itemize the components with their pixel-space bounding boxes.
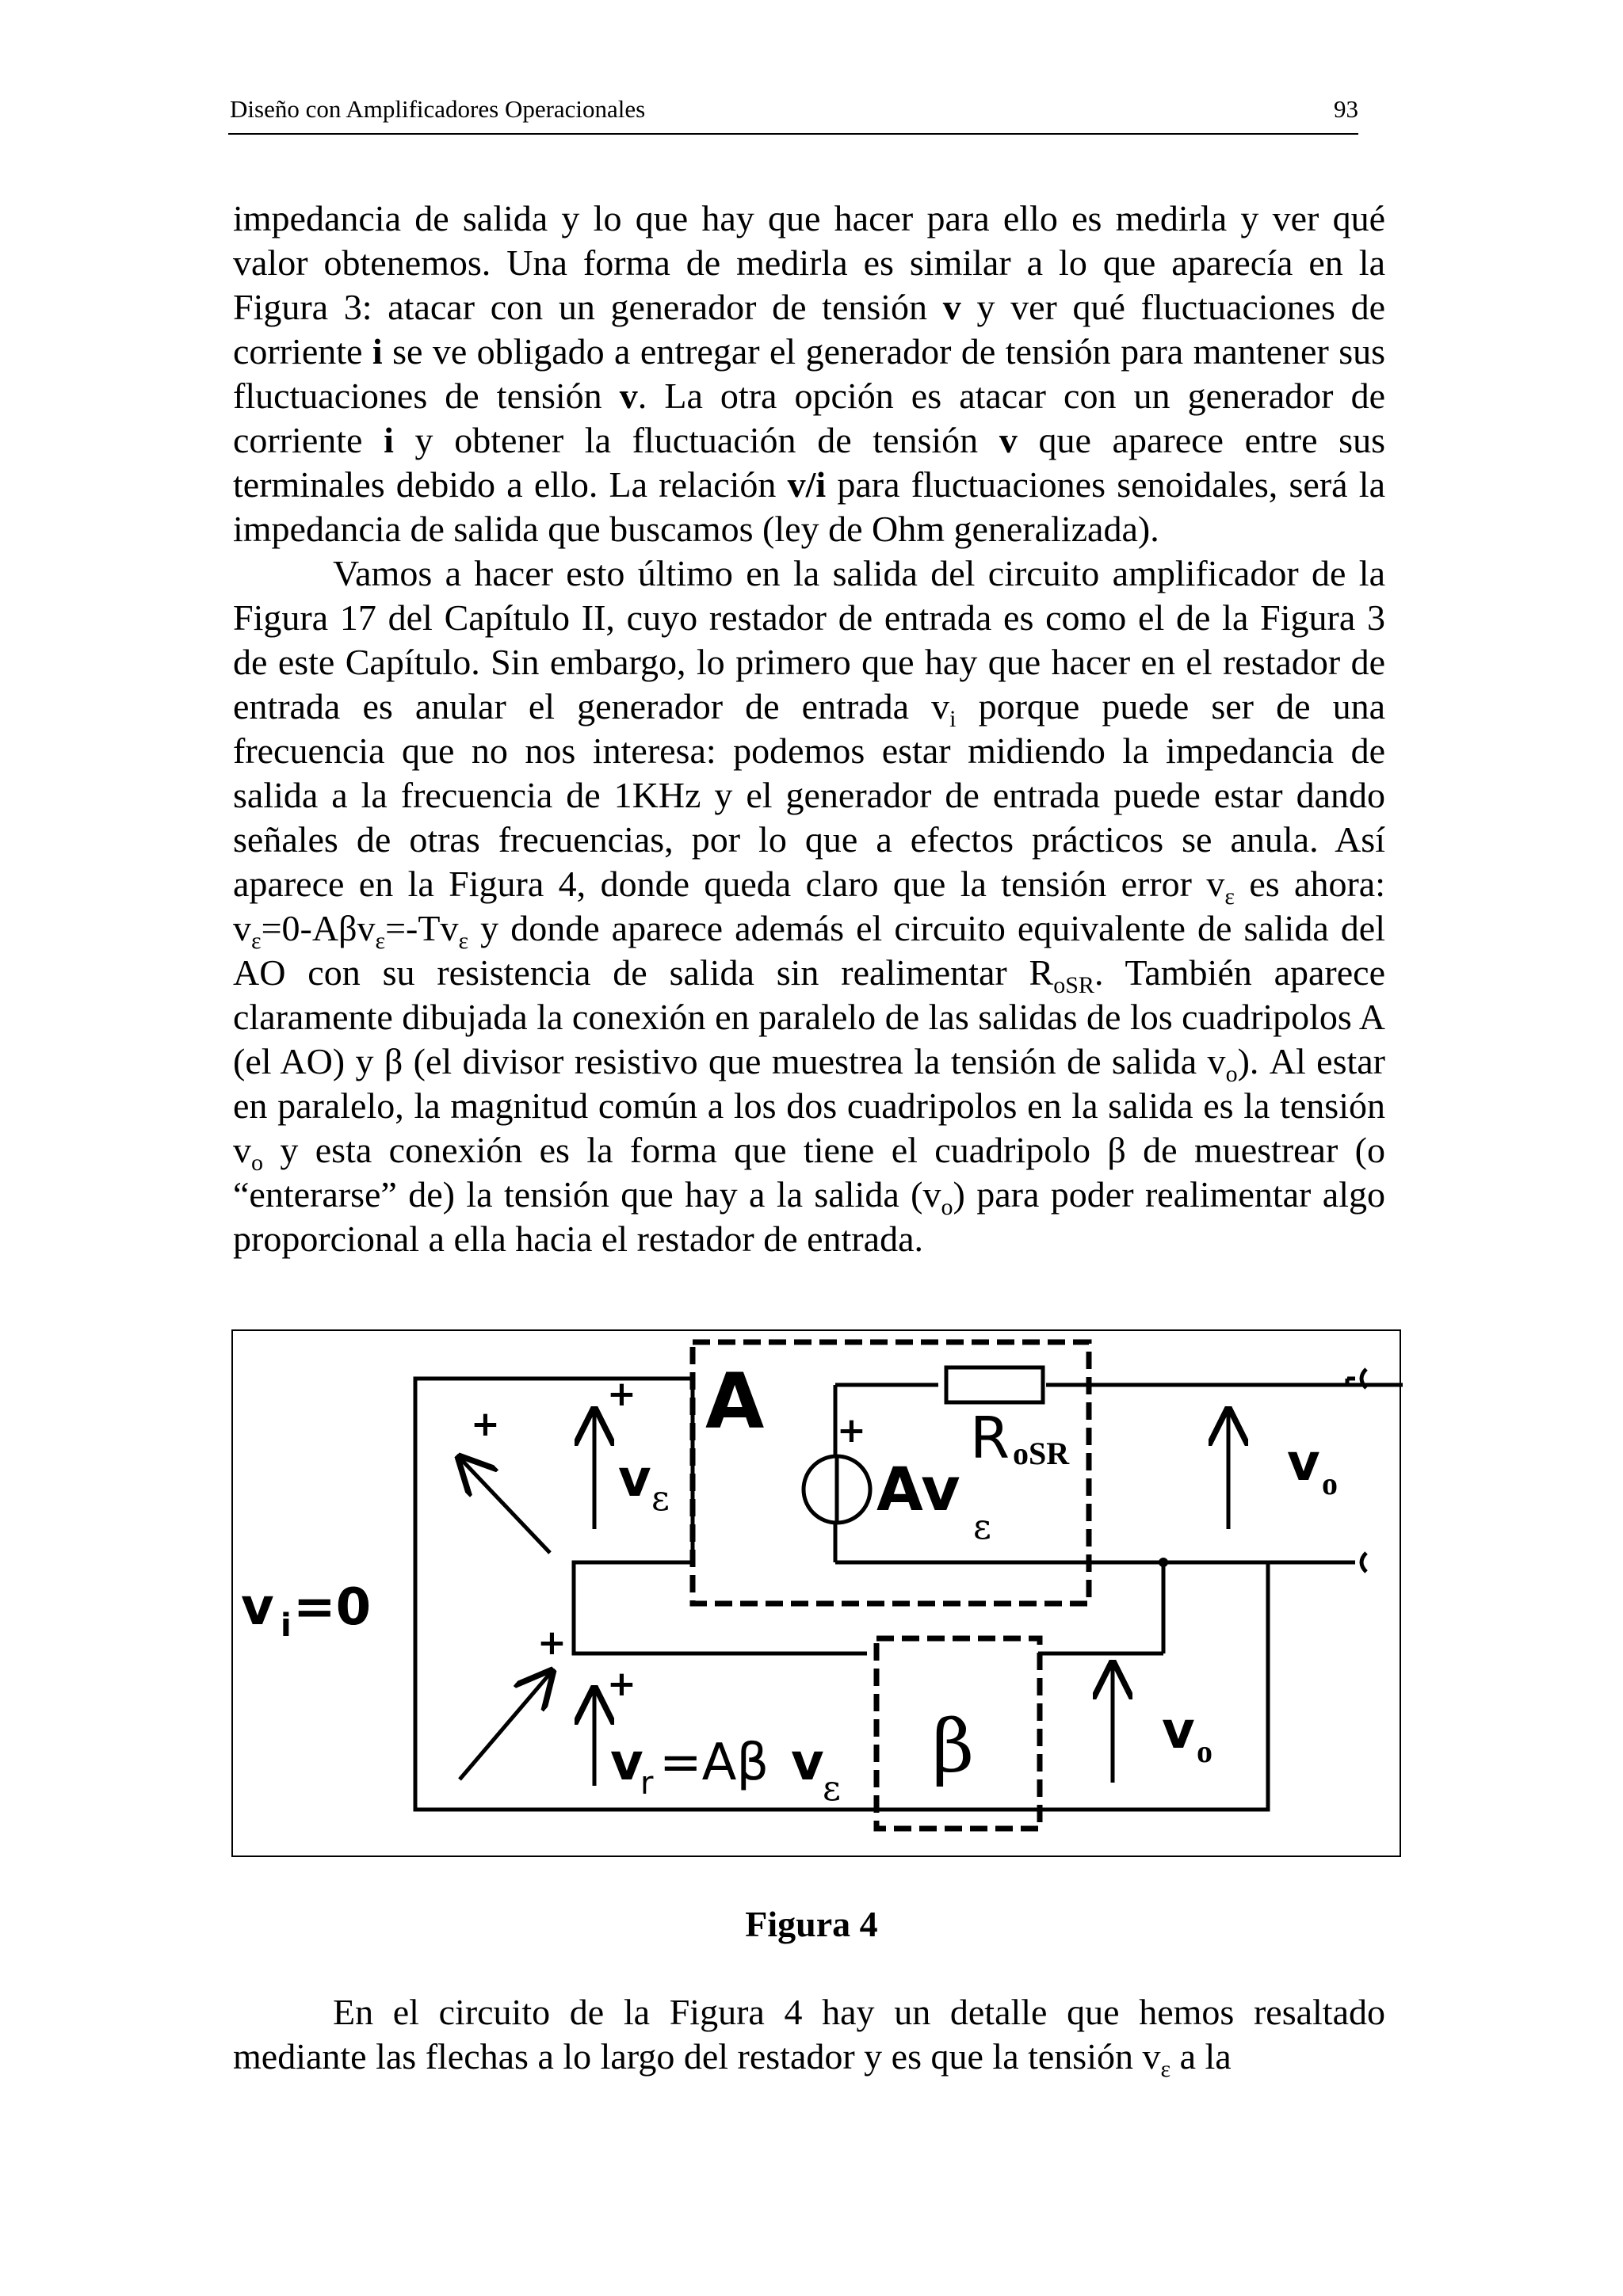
text-run: y esta conexión es la forma que tiene el cuadripolo β de muestrear (o “enterarse” de) la tensión que hay a la salida (v <box>233 1130 1385 1215</box>
bold-run: v/i <box>787 464 827 505</box>
text-run: ) para poder realimentar algo proporcional a ella hacia el restador de entrada. <box>233 1174 1385 1259</box>
label-ve-v: v <box>618 1450 651 1508</box>
text-run: impedancia de salida y lo que hay que hacer para ello es medirla y ver qué valor obtenemos. Una forma de medirla es similar a lo que aparecía en la Figura 3: atacar con un generador de tensión <box>233 198 1385 327</box>
plus-sign: + <box>537 1623 567 1663</box>
text-run: En el circuito de la Figura 4 hay un detalle que hemos resaltado mediante las flechas a lo largo del restador y es que la tensión v <box>233 1992 1385 2077</box>
label-R-sub: oSR <box>1013 1436 1070 1471</box>
text-run: porque puede ser de una frecuencia que no nos interesa: podemos estar midiendo la impedancia de salida a la frecuencia de 1KHz y el generador de entrada puede estar dando señales de otras frecuencias, por lo que a efectos prácticos se anula. Así aparece en la Figura 4, donde queda claro que la tensión error v <box>233 686 1386 904</box>
label-R: R <box>970 1405 1010 1471</box>
label-vr-eq: =Aβ <box>659 1733 769 1792</box>
text-run: =0-Aβv <box>261 908 376 948</box>
bold-run: v <box>619 376 638 416</box>
text-run: ). Al estar en paralelo, la magnitud común a los dos cuadripolos en la salida es la tensión v <box>233 1041 1385 1170</box>
page-header <box>228 93 1358 135</box>
subscript-run: ε <box>1160 2056 1171 2083</box>
circuit-diagram <box>233 1331 1403 1859</box>
label-vi-v: v <box>241 1578 274 1637</box>
plus-sign: + <box>607 1374 636 1414</box>
running-title: Diseño con Amplificadores Operacionales <box>230 95 646 123</box>
subscript-run: o <box>941 1194 953 1221</box>
text-run: . La otra opción es atacar con un generador de corriente <box>233 376 1385 460</box>
label-Av-sub: ε <box>973 1507 991 1547</box>
text-run: y ver qué fluctuaciones de corriente <box>233 287 1385 372</box>
text-run: para fluctuaciones senoidales, será la impedancia de salida que buscamos (ley de Ohm generalizada). <box>233 464 1385 549</box>
plus-sign: + <box>837 1410 866 1451</box>
label-vr-v: v <box>610 1733 643 1792</box>
label-vi-rest: =0 <box>293 1578 372 1637</box>
text-run: y obtener la fluctuación de tensión <box>393 420 999 460</box>
paragraph-3 <box>233 1990 1385 2083</box>
plus-sign: + <box>471 1404 500 1444</box>
subscript-run: o <box>251 1150 263 1177</box>
circuit-wires <box>415 1379 1403 1810</box>
plus-sign: + <box>607 1664 636 1704</box>
label-vo-top-v: v <box>1287 1434 1320 1493</box>
label-vi-sub: i <box>281 1608 292 1644</box>
text-run: y donde aparece además el circuito equivalente de salida del AO con su resistencia de salida sin realimentar R <box>233 908 1385 993</box>
subscript-run: ε <box>458 928 469 955</box>
resistor-RoSR <box>946 1367 1043 1402</box>
label-vr-sub: r <box>640 1765 654 1802</box>
text-run: es ahora: v <box>233 864 1385 948</box>
subscript-run: oSR <box>1053 972 1094 999</box>
figure-caption: Figura 4 <box>745 1904 878 1944</box>
label-vr-v2: v <box>791 1733 824 1792</box>
bold-run: v <box>999 420 1018 460</box>
label-Av: Av <box>876 1454 960 1524</box>
label-beta: β <box>932 1704 975 1789</box>
text-run: . También aparece claramente dibujada la conexión en paralelo de las salidas de los cuadripolos A (el AO) y β (el divisor resistivo que muestrea la tensión de salida v <box>233 952 1386 1081</box>
bold-run: i <box>372 331 383 372</box>
paragraph-2 <box>233 551 1385 1261</box>
subscript-run: ε <box>251 928 262 955</box>
text-run: a la <box>1170 2036 1232 2077</box>
label-block-A: A <box>705 1357 765 1446</box>
page-number: 93 <box>1334 95 1358 123</box>
figure-4 <box>231 1329 1401 1857</box>
text-run: que aparece entre sus terminales debido a ello. La relación <box>233 420 1385 505</box>
label-vo-bottom-sub: o <box>1197 1733 1212 1769</box>
subscript-run: ε <box>1224 883 1235 910</box>
subscript-run: ε <box>375 928 386 955</box>
label-vo-bottom-v: v <box>1162 1702 1195 1760</box>
text-run: =-Tv <box>385 908 459 948</box>
subscript-run: o <box>1225 1061 1238 1088</box>
text-run: Vamos a hacer esto último en la salida del circuito amplificador de la Figura 17 del Capítulo II, cuyo restador de entrada es como el de la Figura 3 de este Capítulo. Sin embargo, lo primero que hay que hacer en el restador de entrada es anular el generador de entrada v <box>233 553 1385 727</box>
node-dot <box>1159 1558 1168 1567</box>
output-terminals <box>1347 1369 1366 1572</box>
paragraph-1 <box>233 196 1385 551</box>
text-run: se ve obligado a entregar el generador de tensión para mantener sus fluctuaciones de tensión <box>233 331 1385 416</box>
bold-run: i <box>384 420 394 460</box>
label-vo-top-sub: o <box>1322 1466 1338 1501</box>
label-vr-sub2: ε <box>823 1768 841 1809</box>
label-ve-sub: ε <box>651 1478 670 1519</box>
bold-run: v <box>942 287 961 327</box>
subscript-run: i <box>949 706 957 733</box>
